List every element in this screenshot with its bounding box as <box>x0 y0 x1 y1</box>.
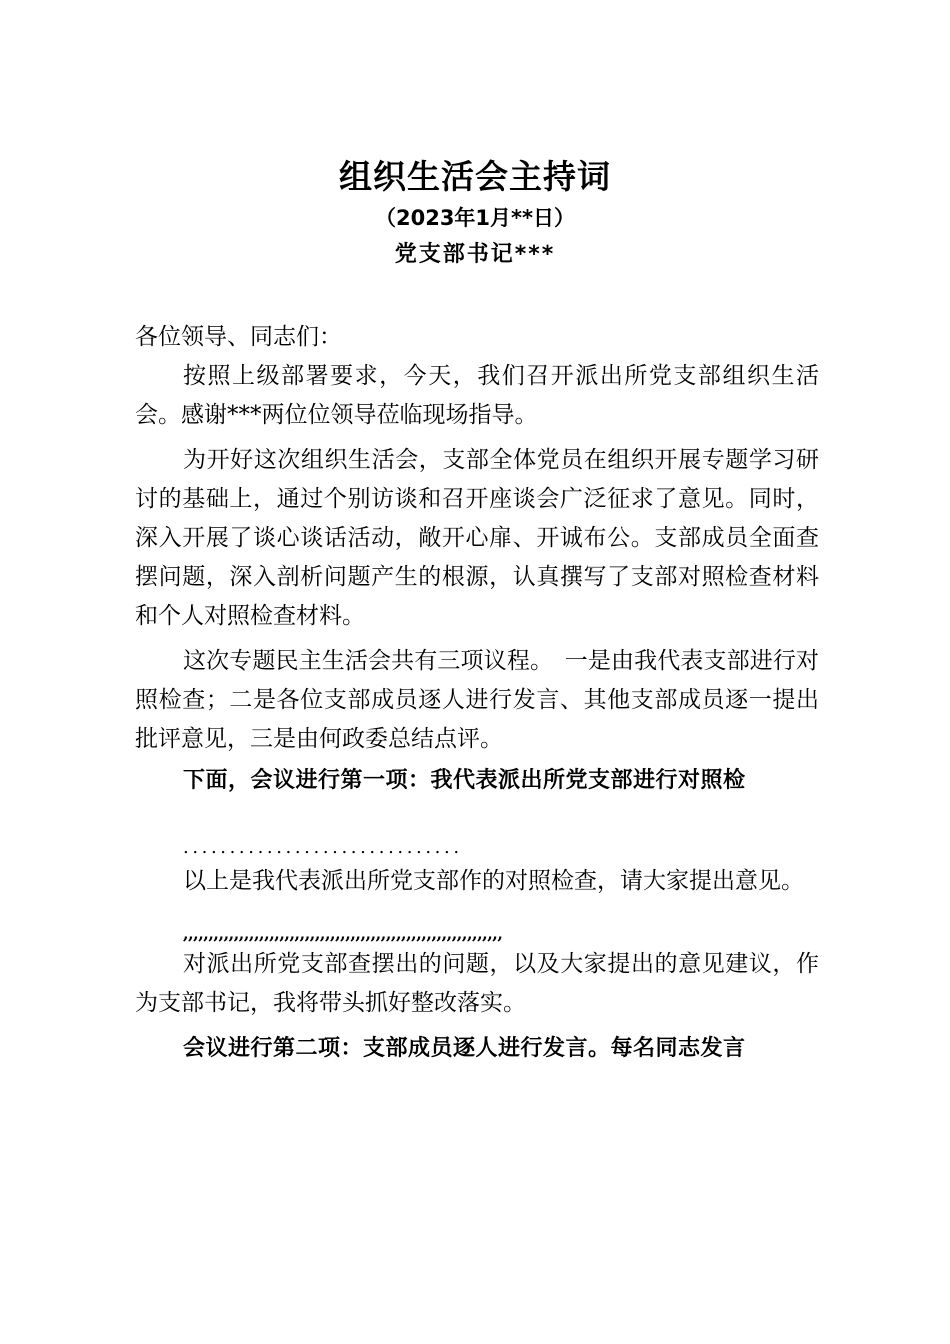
agenda-item-2: 会议进行第二项：支部成员逐人进行发言。每名同志发言 <box>183 1036 746 1061</box>
paragraph-preparation: 为开好这次组织生活会，支部全体党员在组织开展专题学习研讨的基础上，通过个别访谈和召开座谈会广泛征求了意见。同时，深入开展了谈心谈话活动，敞开心扉、开诚布公。支部成员全面查摆问题，深入剖析问题产生的根源，认真撰写了支部对照检查材料和个人对照检查材料。 <box>135 447 819 629</box>
paragraph-commitment: 对派出所党支部查摆出的问题，以及大家提出的意见建议，作为支部书记，我将带头抓好整改落实。 <box>135 951 819 1016</box>
dot-leader: .............................. <box>183 837 463 858</box>
document-date: （2023年1月**日） <box>374 206 576 230</box>
document-body <box>135 318 819 1068</box>
document-author: 党支部书记*** <box>394 242 556 267</box>
paragraph-agenda: 这次专题民主生活会共有三项议程。 一是由我代表支部进行对照检查；二是各位支部成员逐人进行发言、其他支部成员逐一提出批评意见，三是由何政委总结点评。 <box>135 648 819 752</box>
comma-leader: ,,,,,,,,,,,,,,,,,,,,,,,,,,,,,,,,,,,,,,,,,,,,,,,,,,,,,,,,,,,,,,, <box>183 924 503 943</box>
salutation: 各位领导、同志们： <box>135 324 342 350</box>
agenda-item-1: 下面，会议进行第一项：我代表派出所党支部进行对照检 <box>183 768 746 793</box>
paragraph-after-review: 以上是我代表派出所党支部作的对照检查，请大家提出意见。 <box>183 868 804 894</box>
document-title: 组织生活会主持词 <box>339 157 611 196</box>
paragraph-opening: 按照上级部署要求，今天，我们召开派出所党支部组织生活会。感谢***两位位领导莅临现场指导。 <box>135 363 819 428</box>
